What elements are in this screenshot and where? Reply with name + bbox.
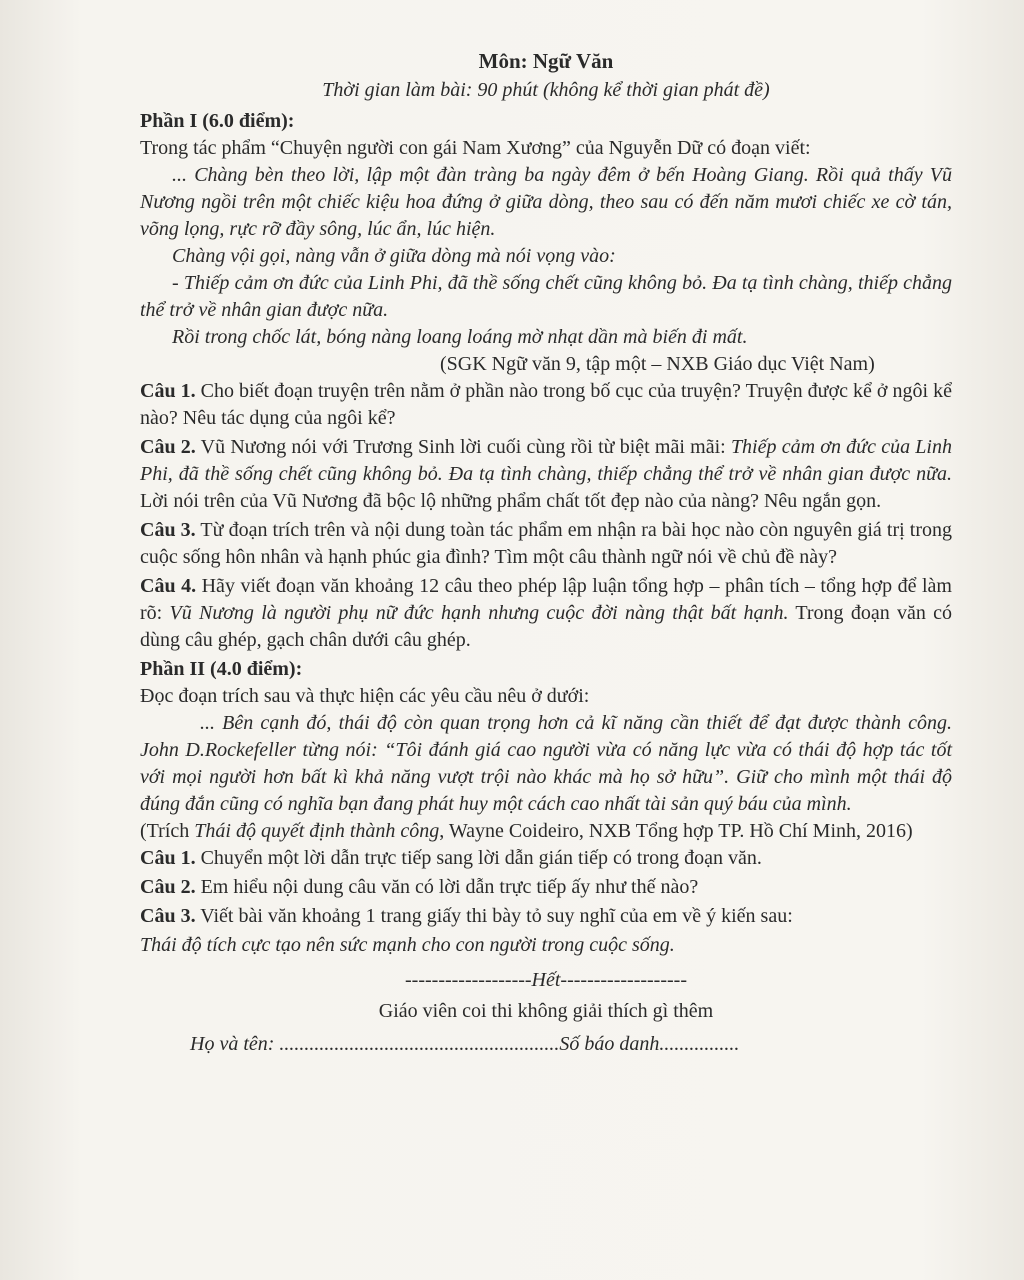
question-label: Câu 4.: [140, 575, 197, 597]
question-label: Câu 1.: [140, 380, 196, 402]
part1-question-3: [140, 517, 952, 571]
part1-heading: Phần I (6.0 điểm):: [140, 110, 295, 132]
part1-question-1: [140, 378, 952, 432]
question-text: Vũ Nương nói với Trương Sinh lời cuối cùng rồi từ biệt mãi mãi:: [195, 436, 731, 458]
source-text: (Trích: [140, 820, 195, 842]
subject-title: Môn: Ngữ Văn: [478, 49, 614, 73]
proctor-note: Giáo viên coi thi không giải thích gì thêm: [378, 1000, 714, 1022]
part1-excerpt-3: - Thiếp cảm ơn đức của Linh Phi, đã thề sống chết cũng không bỏ. Đa tạ tình chàng, thiếp chẳng thể trở về nhân gian được nữa.: [140, 272, 952, 321]
question-label: Câu 2.: [140, 436, 196, 458]
question-text: Chuyển một lời dẫn trực tiếp sang lời dẫn gián tiếp có trong đoạn văn.: [195, 847, 762, 869]
part2-question-3: [140, 903, 952, 930]
exam-time: Thời gian làm bài: 90 phút (không kể thời gian phát đề): [322, 79, 770, 101]
question-text: Cho biết đoạn truyện trên nằm ở phần nào trong bố cục của truyện? Truyện được kể ở ngôi kể nào? Nêu tác dụng của ngôi kể?: [140, 380, 952, 429]
question-text: Hãy viết đoạn văn khoảng 12 câu theo phép lập luận tổng hợp – phân tích – tổng hợp để làm rõ:: [140, 575, 952, 624]
question-text: Em hiểu nội dung câu văn có lời dẫn trực tiếp ấy như thế nào?: [195, 876, 699, 898]
part1-source: (SGK Ngữ văn 9, tập một – NXB Giáo dục Việt Nam): [440, 353, 875, 375]
part2-source: [140, 818, 952, 845]
part1-excerpt-4: Rồi trong chốc lát, bóng nàng loang loáng mờ nhạt dần mà biến đi mất.: [172, 326, 748, 348]
question-text: Từ đoạn trích trên và nội dung toàn tác phẩm em nhận ra bài học nào còn nguyên giá trị trong cuộc sống hôn nhân và hạnh phúc gia đình? Tìm một câu thành ngữ nói về chủ đề này?: [140, 519, 952, 568]
source-title: Thái độ quyết định thành công: [194, 820, 440, 842]
part1-intro: Trong tác phẩm “Chuyện người con gái Nam Xương” của Nguyễn Dữ có đoạn viết:: [140, 137, 811, 159]
exam-content: [140, 48, 952, 1058]
part1-excerpt-2: Chàng vội gọi, nàng vẫn ở giữa dòng mà nói vọng vào:: [172, 245, 616, 267]
part2-heading: Phần II (4.0 điểm):: [140, 658, 303, 680]
candidate-name-field: Họ và tên: ........................................................Số báo danh................: [190, 1033, 740, 1055]
question-quote: Vũ Nương là người phụ nữ đức hạnh nhưng cuộc đời nàng thật bất hạnh.: [169, 602, 789, 624]
question-quote: Thiếp cảm ơn đức của Linh Phi, đã thề sống chết cũng không bỏ. Đa tạ tình chàng, thiếp chẳng thể trở về nhân gian được nữa.: [140, 436, 952, 485]
part2-excerpt: ... Bên cạnh đó, thái độ còn quan trọng hơn cả kĩ năng cần thiết để đạt được thành công. John D.Rockefeller từng nói: “Tôi đánh giá cao người vừa có năng lực vừa có thái độ hợp tác tốt với mọi người hơn bất kì khả năng vượt trội nào khác mà họ sở hữu”. Giữ cho mình một thái độ đúng đắn cũng có nghĩa bạn đang phát huy một cách cao nhất tài sản quý báu của mình.: [140, 712, 952, 815]
part2-question-3-quote: Thái độ tích cực tạo nên sức mạnh cho con người trong cuộc sống.: [140, 934, 675, 956]
question-label: Câu 3.: [140, 519, 196, 541]
source-text: , Wayne Coideiro, NXB Tổng hợp TP. Hồ Chí Minh, 2016): [439, 820, 913, 842]
part2-question-1: [140, 845, 952, 872]
question-label: Câu 3.: [140, 905, 196, 927]
question-text: Trong đoạn văn có dùng câu ghép, gạch chân dưới câu ghép.: [140, 602, 952, 651]
part2-question-2: [140, 874, 952, 901]
question-label: Câu 2.: [140, 876, 196, 898]
question-label: Câu 1.: [140, 847, 196, 869]
part1-question-4: [140, 573, 952, 654]
question-text: Viết bài văn khoảng 1 trang giấy thi bày tỏ suy nghĩ của em về ý kiến sau:: [195, 905, 793, 927]
part1-excerpt-1: ... Chàng bèn theo lời, lập một đàn tràng ba ngày đêm ở bến Hoàng Giang. Rồi quả thấy Vũ Nương ngồi trên một chiếc kiệu hoa đứng ở giữa dòng, theo sau có đến năm mươi chiếc xe cờ tán, võng lọng, rực rỡ đầy sông, lúc ẩn, lúc hiện.: [140, 164, 952, 240]
question-text: Lời nói trên của Vũ Nương đã bộc lộ những phẩm chất tốt đẹp nào của nàng? Nêu ngắn gọn.: [140, 490, 882, 512]
end-marker: -------------------Hết-------------------: [405, 969, 687, 991]
part2-intro: Đọc đoạn trích sau và thực hiện các yêu cầu nêu ở dưới:: [140, 685, 590, 707]
part1-question-2: [140, 434, 952, 515]
